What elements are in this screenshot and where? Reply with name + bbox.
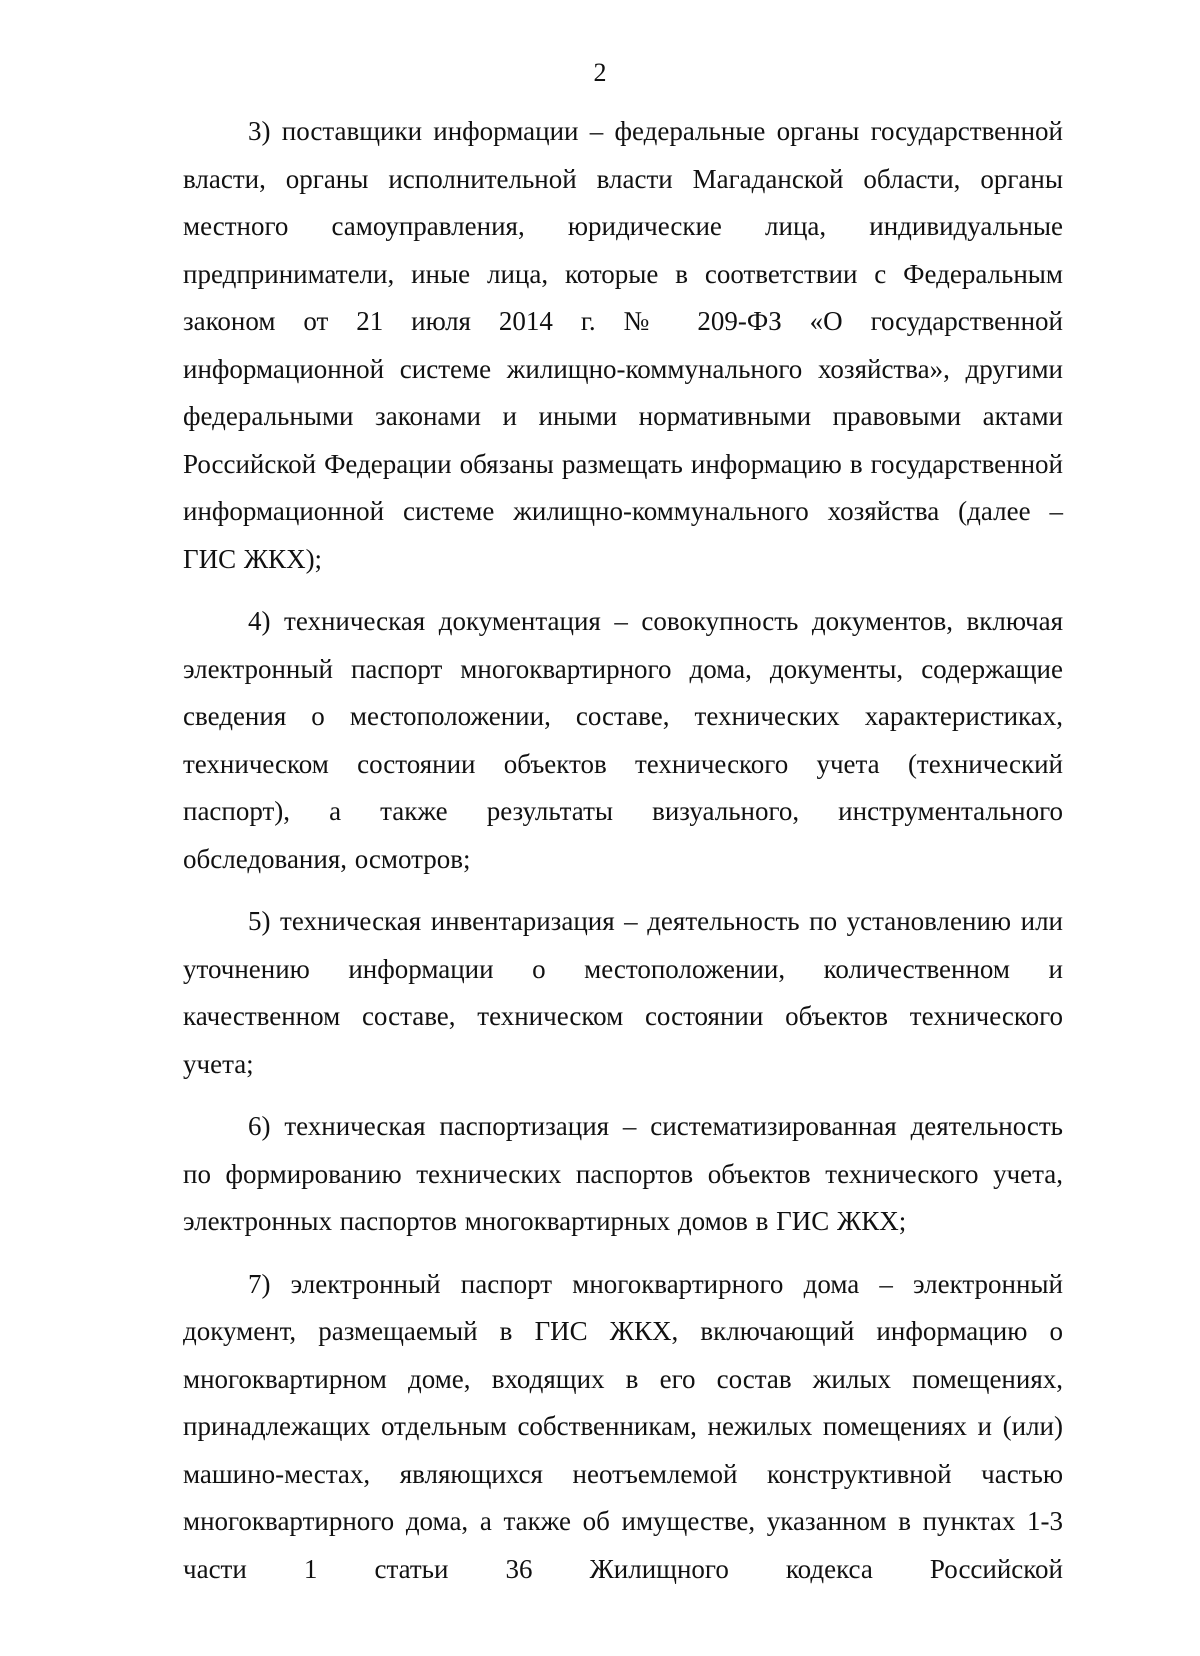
paragraph-item-4: 4) техническая документация – совокупность документов, включая электронный паспорт многоквартирного дома, документы, содержащие сведения о местоположении, составе, технических характеристиках, техническом состоянии объектов технического учета (технический паспорт), а также результаты визуального, инструментального обследования, осмотров; (183, 606, 1063, 874)
page-number: 2 (593, 58, 607, 87)
document-body (183, 108, 1063, 1608)
paragraph-item-3: 3) поставщики информации – федеральные органы государственной власти, органы исполнительной власти Магаданской области, органы местного самоуправления, юридические лица, индивидуальные предприниматели, иные лица, которые в соответствии с Федеральным законом от 21 июля 2014 г. № 209-ФЗ «О государственной информационной системе жилищно-коммунального хозяйства», другими федеральными законами и иными нормативными правовыми актами Российской Федерации обязаны размещать информацию в государственной информационной системе жилищно-коммунального хозяйства (далее – ГИС ЖКХ); (183, 116, 1063, 574)
paragraph-item-7: 7) электронный паспорт многоквартирного дома – электронный документ, размещаемый в ГИС ЖКХ, включающий информацию о многоквартирном доме, входящих в его состав жилых помещениях, принадлежащих отдельным собственникам, нежилых помещениях и (или) машино-местах, являющихся неотъемлемой конструктивной частью многоквартирного дома, а также об имуществе, указанном в пунктах 1-3 части 1 статьи 36 Жилищного кодекса Российской (183, 1268, 1063, 1584)
paragraph-item-6: 6) техническая паспортизация – систематизированная деятельность по формированию технических паспортов объектов технического учета, электронных паспортов многоквартирных домов в ГИС ЖКХ; (183, 1111, 1063, 1236)
paragraph-item-5: 5) техническая инвентаризация – деятельность по установлению или уточнению информации о местоположении, количественном и качественном составе, техническом состоянии объектов технического учета; (183, 906, 1063, 1079)
